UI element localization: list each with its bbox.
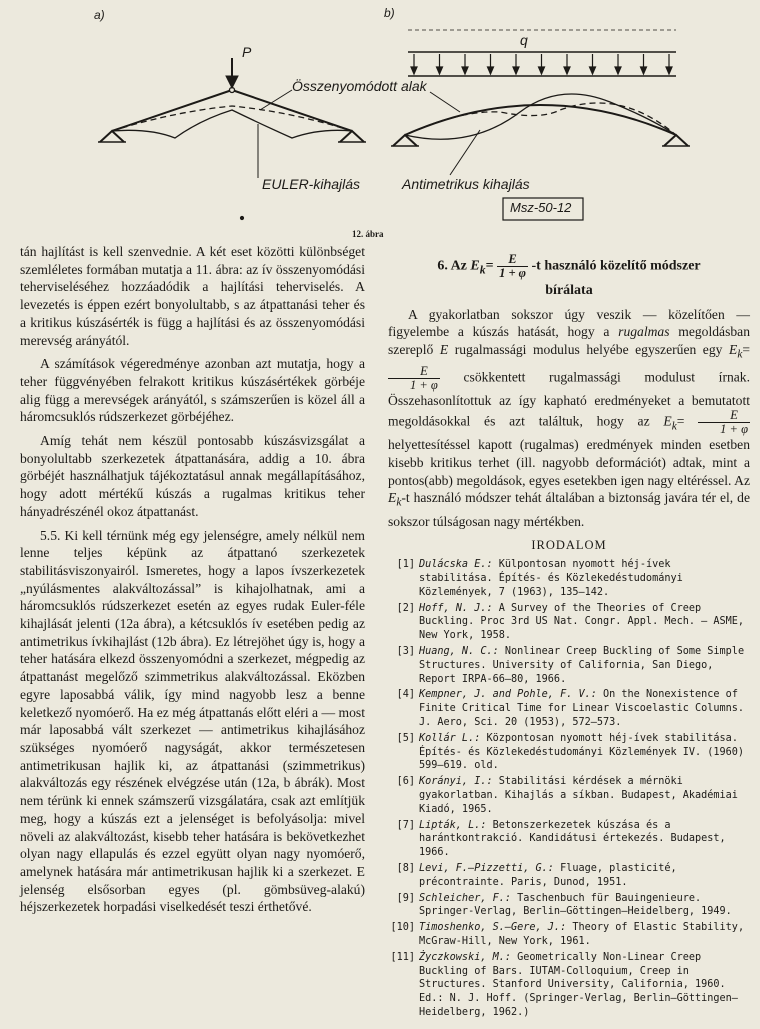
reference-text bbox=[419, 951, 750, 1020]
figure-drawing bbox=[0, 0, 760, 240]
reference-number: [6] bbox=[396, 776, 415, 788]
figure-caption: 12. ábra bbox=[352, 229, 384, 239]
reference-item bbox=[388, 819, 750, 860]
reference-number: [2] bbox=[396, 602, 415, 614]
ek-inline-1: E bbox=[729, 342, 738, 358]
p1-part-f: csökkentett rugalmassági modulust írnak. Összehasonlítottuk az így kapható eredményeket a bemutatott megoldásokkal és azt találtuk, hogy az bbox=[388, 369, 750, 429]
reference-title: Geometrically Non-Linear Creep Buckling of Bars. IUTAM-Colloquium, Creep in Structures. Stanford University, California, 1960. Ed.: N. J. Hoff. (Springer-Verlag, Berlin—Göttingen—Heidelberg, 1962.) bbox=[419, 951, 738, 1018]
inline-fraction-1 bbox=[388, 365, 440, 392]
ek-subscript: k bbox=[479, 263, 486, 277]
fraction-1-numerator: E bbox=[388, 365, 440, 379]
fraction-2-numerator: E bbox=[698, 409, 750, 423]
reference-number: [7] bbox=[396, 819, 415, 831]
reference-author: Huang, N. C.: bbox=[419, 646, 499, 657]
load-arrow-head bbox=[666, 67, 672, 74]
heading-fraction bbox=[497, 253, 528, 280]
reference-text bbox=[419, 921, 750, 949]
load-label-p: P bbox=[242, 44, 252, 60]
reference-author: Levi, F.—Pizzetti, G.: bbox=[419, 862, 554, 874]
load-arrow-head bbox=[411, 67, 417, 74]
load-arrow-head bbox=[488, 67, 494, 74]
reference-title: Nonlinear Creep Buckling of Some Simple Structures. University of California, San Diego, Report IRPA-66—80, 1966. bbox=[419, 646, 745, 685]
fraction-numerator: E bbox=[497, 253, 528, 267]
section-heading: 6. Az $E_k=$ $\frac{E}{1 + \varphi}$ -t használó közelítő módszer bbox=[437, 252, 701, 280]
reference-number: [9] bbox=[396, 892, 415, 904]
load-arrow-head bbox=[615, 67, 621, 74]
load-arrow-head bbox=[437, 67, 443, 74]
reference-text bbox=[419, 645, 750, 686]
left-column bbox=[20, 243, 365, 922]
heading-suffix: -t használó közelítő módszer bbox=[531, 258, 701, 274]
label-antimetric: Antimetrikus kihajlás bbox=[402, 176, 530, 192]
inline-fraction-2 bbox=[698, 409, 750, 436]
reference-number: [5] bbox=[396, 732, 415, 744]
load-arrow-head bbox=[641, 67, 647, 74]
reference-title: Theory of Elastic Stability, McGraw-Hill, New York, 1961. bbox=[419, 922, 745, 947]
left-paragraph-1: tán hajlítást is kell szenvednie. A két eset közötti különbséget szemléletes formában mutatja a 11. ábra: az ív összenyomódási teherviseléséhez hozzáadódik a hajlítási teherviselés. A levezetés is éppen ezért bonyolultabb, s az átpattanási teher és a kritikus kúszásérték is függ a hajlítási és az összenyomódási merevség arányától. bbox=[20, 244, 365, 348]
fraction-2-denominator: 1 + φ bbox=[720, 422, 748, 437]
ek-inline-3-sub: k bbox=[396, 497, 402, 510]
reference-item bbox=[388, 645, 750, 686]
load-arrow-head bbox=[564, 67, 570, 74]
load-arrow-head bbox=[462, 67, 468, 74]
reference-text bbox=[419, 862, 750, 890]
p1-part-d: E bbox=[439, 342, 449, 358]
reference-item bbox=[388, 951, 750, 1020]
reference-title: Külpontosan nyomott héj-ívek stabilitása. Építés- és Közlekedéstudományi Közlemények, 7 (1963), 135—142. bbox=[419, 559, 683, 598]
reference-author: Kollár L.: bbox=[419, 732, 481, 744]
reference-author: Schleicher, F.: bbox=[419, 892, 512, 904]
reference-title: Betonszerkezetek kúszása és a harántkontrakció. Kandidátusi értekezés. Budapest, 1966. bbox=[419, 819, 726, 859]
reference-number: [11] bbox=[390, 951, 415, 963]
reference-number: [3] bbox=[396, 646, 415, 657]
p1-part-h: -t használó módszer tehát általában a biztonság javára tér el, de sokszor túlságosan nagy mértékben. bbox=[388, 490, 750, 529]
reference-text bbox=[419, 892, 750, 920]
reference-number: [4] bbox=[396, 689, 415, 701]
left-paragraph-3: Amíg tehát nem készül pontosabb kúszásvizsgálat a bonyolultabb szerkezetek átpattanására, addig a 10. ábra görbéjét használhatjuk tájékoztatásul annak megállapításához, hogy adott mértékű kúszás a rugalmas kritikus teher hányadrészénél okoz átpattanást. bbox=[20, 433, 365, 519]
reference-item bbox=[388, 688, 750, 729]
reference-title: Stabilitási kérdések a mérnöki gyakorlatban. Kihajlás a síkban. Budapest, Akadémiai Kiadó, 1965. bbox=[419, 776, 738, 815]
p1-part-b: rugalmas bbox=[618, 324, 670, 340]
reference-author: Kempner, J. and Pohle, F. V.: bbox=[419, 689, 597, 701]
figure-label-b: b) bbox=[384, 6, 395, 20]
heading-prefix: 6. Az bbox=[437, 258, 467, 274]
reference-item bbox=[388, 558, 750, 599]
reference-author: Korányi, I.: bbox=[419, 776, 493, 788]
reference-number: [8] bbox=[396, 862, 415, 874]
ek-inline-2-sub: k bbox=[671, 420, 677, 433]
load-arrows bbox=[411, 54, 672, 74]
p1-part-g: helyettesítéssel kapott (rugalmas) eredmények minden esetben kisebb kritikus terhet (ill. nagyobb deformációt) adtak, mint a pontos(abb) megoldások, egyes esetekben igen nagy eltéréssel. Az bbox=[388, 437, 750, 488]
reference-item bbox=[388, 862, 750, 890]
ek-inline-3: E bbox=[388, 490, 397, 506]
figure-12 bbox=[0, 0, 760, 240]
references-heading: IRODALOM bbox=[531, 537, 607, 552]
reference-item bbox=[388, 602, 750, 643]
reference-author: Hoff, N. J.: bbox=[419, 602, 493, 614]
reference-item bbox=[388, 921, 750, 949]
p1-part-a: A gyakorlatban sokszor úgy veszik — közelítően — figyelembe a kúszás hatását, hogy a bbox=[388, 306, 750, 340]
fraction-denominator: 1 + φ bbox=[499, 266, 526, 280]
reference-item bbox=[388, 732, 750, 773]
left-paragraph-4: 5.5. Ki kell térnünk még egy jelenségre, amely nélkül nem lenne teljes képünk az átpattanó szerkezetek stabilitásviszonyairól. Ismeretes, hogy a lapos ívszerkezetek „nyúlásmentes alakváltozással” is kihajolhatnak, ami a háromcsuklós rúdszerkezet esetén az egyes rudak Euler-féle kihajlását jelenti (12a ábra), a kétcsuklós ív esetében pedig az antimetrikus ívkihajlást (12b ábra). Ez létrejöhet úgy is, hogy a teher hatására elkezd összenyomódni a szerkezet, mégpedig az átpattanást megelőző szimmetrikus alakváltozással. Eközben egyre laposabbá válik, így mind nagyobb lesz a benne keletkező nyomóerő. Ha ez még átpattanás előtt eléri a — most már laposabbá vált szerkezet — antimetrikus kihajlásához szükséges nyomóerő nagyságát, akkor természetesen antimetrikusan hajlik ki, az átpattanási (szimmetrikus) alakváltozás egy részének elvégzése után (12a, b ábrák). Most nem térünk ki ennek számszerű vizsgálatára, csak azt említjük meg, hogy a kúszás ezt a jelenséget is befolyásolja: mivel növeli az alakváltozást, kisebb teher hatására is bekövetkezhet olyan nagy ellapulás és ezzel együtt olyan nagy nyomóerő, amelynek hatására már antimetrikusan hajlik ki a szerkezet. E jelenség elsősorban egyes (pl. gömbsüveg-alakú) héjszerkezetek horpadási viselkedését teszi érthetővé. bbox=[20, 527, 365, 915]
right-column bbox=[388, 243, 750, 1022]
label-euler: EULER-kihajlás bbox=[262, 176, 361, 192]
reference-item bbox=[388, 892, 750, 920]
load-arrow-head bbox=[590, 67, 596, 74]
reference-number: [10] bbox=[390, 922, 415, 934]
ek-inline-2: E bbox=[663, 413, 672, 429]
references-list bbox=[388, 558, 750, 1020]
reference-text bbox=[419, 732, 750, 773]
figure-label-a: a) bbox=[94, 8, 105, 22]
section-heading-line2: bírálata bbox=[545, 283, 593, 298]
ek-inline-1-sub: k bbox=[737, 348, 743, 361]
reference-number: [1] bbox=[396, 559, 415, 571]
reference-text bbox=[419, 688, 750, 729]
reference-text bbox=[419, 602, 750, 643]
load-arrow-head bbox=[513, 67, 519, 74]
p1-part-c: megoldásban szereplő bbox=[388, 324, 750, 358]
reference-author: Dulácska E.: bbox=[419, 559, 493, 571]
reference-text bbox=[419, 775, 750, 816]
reference-title: A Survey of the Theories of Creep Buckling. Proc 3rd US Nat. Congr. Appl. Mech. — ASME, New York, 1958. bbox=[419, 602, 745, 642]
reference-author: Lipták, L.: bbox=[419, 819, 487, 831]
fraction-1-denominator: 1 + φ bbox=[410, 377, 438, 392]
reference-text bbox=[419, 558, 750, 599]
p1-part-e: rugalmassági modulus helyébe egyszerűen egy bbox=[454, 342, 723, 358]
load-label-q: q bbox=[520, 32, 528, 48]
reference-title: Taschenbuch für Bauingenieure. Springer-Verlag, Berlin—Göttingen—Heidelberg, 1949. bbox=[419, 892, 732, 918]
figure-stamp: Msz-50-12 bbox=[510, 200, 572, 215]
reference-author: Timoshenko, S.—Gere, J.: bbox=[419, 922, 567, 934]
load-arrow-head bbox=[539, 67, 545, 74]
reference-item bbox=[388, 775, 750, 816]
left-paragraph-2: A számítások végeredménye azonban azt mutatja, hogy a teher függvényében felrakott kritikus kúszásértékek görbéje alig függ a merevségek arányától, s számszerűen is közel áll a háromcsuklós rúdszerkezet görbéjéhez. bbox=[20, 356, 365, 425]
ek-symbol: E bbox=[470, 258, 480, 274]
right-paragraph-1: A gyakorlatban sokszor úgy veszik — közelítően — figyelembe a kúszás hatását, hogy a rugalmas megoldásban szereplő E rugalmassági modulus helyébe egyszerűen egy $E_k=$ $\frac{E}{1 + \varphi}$ csökkentett rugalmassági modulust írnak. Összehasonlítottuk az így kapható eredményeket a bemutatott megoldásokkal és azt találtuk, hogy az $E_k=$ $\frac{E}{1 + \varphi}$ helyettesítéssel kapott (rugalmas) eredmények minden esetben kisebb kritikus terhet (ill. nagyobb deformációt) adtak, mint a pontos(abb) megoldások, egyes esetekben igen nagy eltéréssel. Az $E_k-t$ használó módszer tehát általában a biztonság javára tér el, de sokszor túlságosan nagy mértékben. bbox=[388, 306, 751, 529]
reference-title: Fluage, plasticité, précontrainte. Paris, Dunod, 1951. bbox=[419, 862, 677, 888]
reference-title: On the Nonexistence of Finite Critical Time for Linear Viscoelastic Columns. J. Aero, Sci. 20 (1953), 572—573. bbox=[419, 689, 745, 728]
reference-text bbox=[419, 819, 750, 860]
reference-title: Központosan nyomott héj-ívek stabilitása. Építés- és Közlekedéstudományi Közlemények IV. (1960) 599—619. old. bbox=[419, 732, 745, 772]
reference-author: Życzkowski, M.: bbox=[419, 951, 512, 963]
label-collapse-shape: Összenyomódott alak bbox=[292, 78, 427, 94]
